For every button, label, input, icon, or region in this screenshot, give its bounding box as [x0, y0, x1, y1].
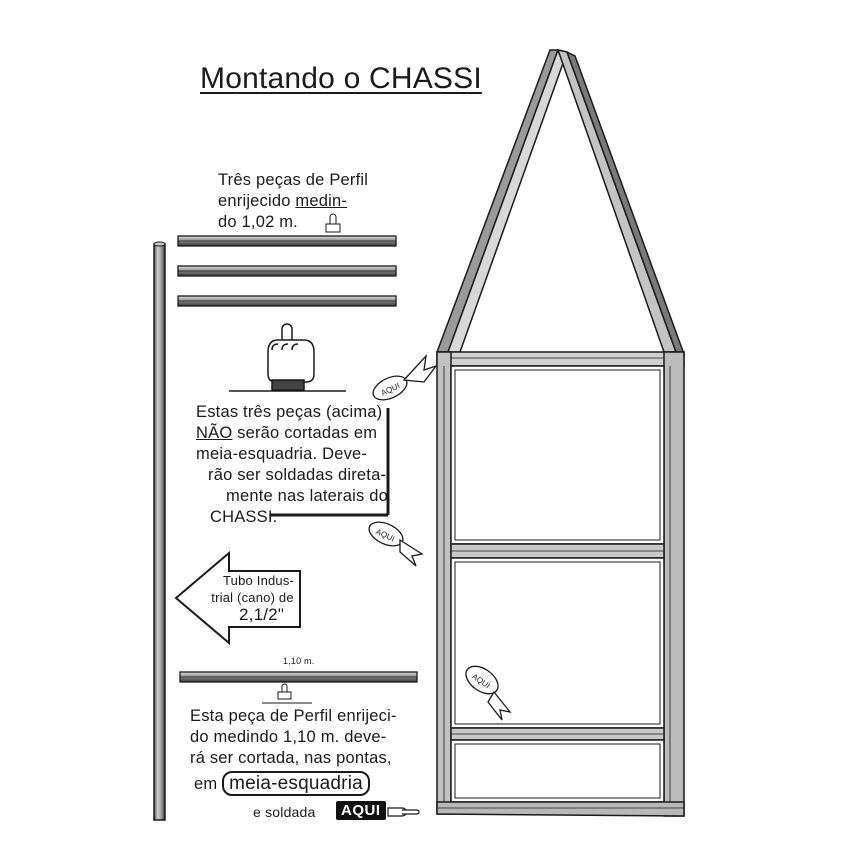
intro-line: Três peças de Perfil — [218, 171, 369, 189]
measure-label: 1,10 m. — [283, 656, 315, 666]
aqui-badge: AQUI — [336, 801, 386, 820]
intro-text — [218, 170, 368, 233]
fish-label: AQUI — [374, 527, 396, 544]
small-hand-icon — [262, 684, 312, 703]
fish-label: AQUI — [379, 381, 402, 398]
note-line: mente nas laterais do — [226, 487, 388, 505]
tube-label — [211, 572, 295, 624]
profile-bar — [178, 266, 396, 276]
tube-line: Tubo Indus- — [223, 573, 295, 588]
bottom-line: rá ser cortada, nas pontas, — [190, 749, 392, 767]
intro-line: enrijecido medin- — [218, 192, 348, 210]
tube-line: 2,1/2" — [239, 605, 285, 624]
fish-aqui-icon — [369, 356, 436, 405]
industrial-tube — [154, 242, 165, 820]
pointing-hand-icon — [386, 802, 420, 822]
note-line: NÃO serão cortadas em — [196, 424, 378, 442]
note-line: Estas três peças (acima) — [196, 403, 383, 421]
meia-esquadria-box: meia-esquadria — [222, 771, 370, 796]
intro-line: do 1,02 m. — [218, 213, 298, 231]
bottom-line: Esta peça de Perfil enrijeci- — [190, 707, 397, 725]
tube-line: trial (cano) de — [211, 590, 294, 605]
bottom-text — [190, 706, 397, 795]
profile-bars-1-02m — [178, 236, 396, 306]
intro-underlined: medin- — [295, 192, 348, 210]
page-title: Montando o CHASSI — [200, 62, 482, 95]
profile-bar — [178, 236, 396, 246]
bottom-line: do medindo 1,10 m. deve- — [190, 728, 387, 746]
note-line: meia-esquadria. Deve- — [196, 445, 368, 463]
pointing-hand-icon — [229, 324, 346, 391]
note-underlined: NÃO — [196, 424, 233, 442]
profile-bar — [178, 296, 396, 306]
note-line: rão ser soldadas direta- — [208, 466, 387, 484]
bottom-line: em meia-esquadria — [190, 773, 397, 795]
fish-label: AQUI — [470, 671, 492, 691]
note-text — [196, 402, 388, 528]
note-line: CHASSI. — [210, 508, 278, 526]
chassis-frame — [437, 50, 684, 816]
profile-bar-1-10m — [180, 672, 417, 682]
bottom-line: e soldada — [253, 804, 316, 820]
